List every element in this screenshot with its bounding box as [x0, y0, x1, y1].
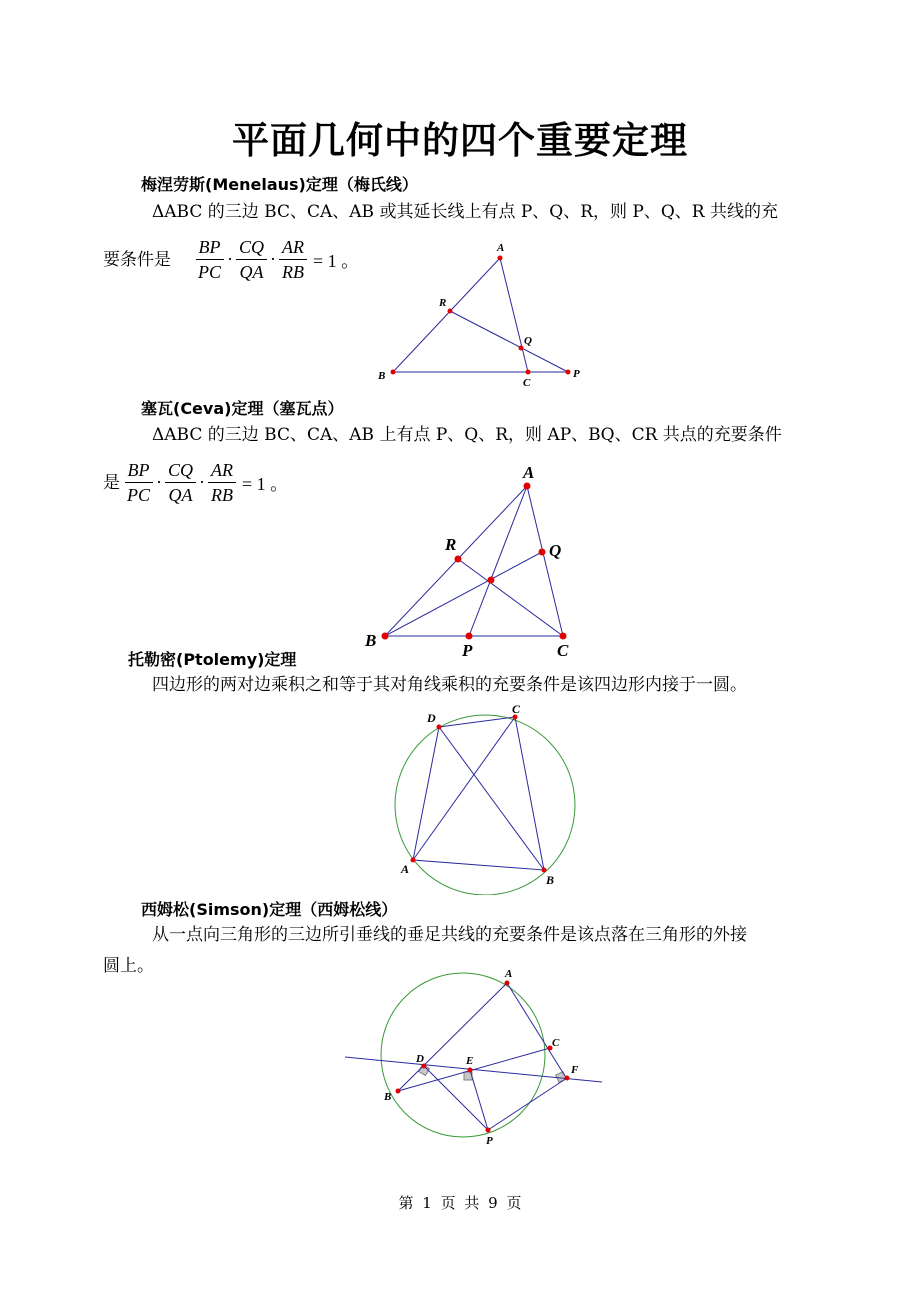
simson-statement: 从一点向三角形的三边所引垂线的垂足共线的充要条件是该点落在三角形的外接: [152, 925, 747, 945]
label-b: B: [546, 873, 555, 887]
label-a: A: [401, 862, 410, 876]
fraction: $\frac{AR}{RB}$: [279, 237, 307, 282]
label-b: B: [384, 1091, 392, 1103]
fraction: $\frac{AR}{RB}$: [208, 460, 236, 505]
simson-heading: 西姆松(Simson)定理（西姆松线）: [141, 900, 398, 919]
label-c: C: [557, 641, 569, 660]
label-p: P: [573, 368, 580, 380]
label-r: R: [439, 297, 447, 309]
label-a: A: [523, 463, 535, 482]
label-b: B: [378, 370, 386, 382]
menelaus-heading: 梅涅劳斯(Menelaus)定理（梅氏线）: [141, 175, 418, 194]
simson-statement-cont: 圆上。: [103, 956, 154, 976]
ceva-formula-prefix: 是: [103, 472, 120, 492]
fraction: $\frac{BP}{PC}$: [195, 237, 224, 282]
menelaus-formula: 要条件是 $\frac{BP}{PC}$ · $\frac{CQ}{QA}$ · $\frac{AR}{RB}$ = 1 。: [103, 237, 360, 282]
page-footer: 第 1 页 共 9 页: [398, 1194, 522, 1212]
simson-diagram: [340, 962, 610, 1150]
label-r: R: [445, 535, 457, 554]
ceva-formula: 是 $\frac{BP}{PC}$ · $\frac{CQ}{QA}$ · $\frac{AR}{RB}$ = 1 。: [103, 460, 289, 505]
ptolemy-diagram: [385, 700, 585, 895]
label-e: E: [466, 1055, 474, 1067]
label-c: C: [512, 702, 521, 716]
label-a: A: [497, 242, 505, 254]
label-p: P: [486, 1135, 493, 1147]
fraction: $\frac{CQ}{QA}$: [236, 237, 267, 282]
fraction: $\frac{CQ}{QA}$: [165, 460, 196, 505]
ceva-statement: ΔABC 的三边 BC、CA、AB 上有点 P、Q、R，则 AP、BQ、CR 共点的充要条件: [152, 425, 782, 445]
menelaus-formula-prefix: 要条件是: [103, 249, 171, 269]
label-b: B: [365, 631, 377, 650]
label-c: C: [523, 377, 531, 389]
ptolemy-statement: 四边形的两对边乘积之和等于其对角线乘积的充要条件是该四边形内接于一圆。: [152, 675, 747, 695]
ceva-heading: 塞瓦(Ceva)定理（塞瓦点）: [141, 399, 344, 418]
menelaus-statement: ΔABC 的三边 BC、CA、AB 或其延长线上有点 P、Q、R，则 P、Q、R 共线的充: [152, 202, 779, 222]
fraction: $\frac{BP}{PC}$: [124, 460, 153, 505]
label-d: D: [427, 711, 436, 725]
menelaus-diagram: [370, 238, 600, 390]
label-p: P: [462, 641, 473, 660]
label-q: Q: [549, 541, 562, 560]
formula-rhs: = 1 。: [313, 250, 360, 271]
ceva-diagram: [355, 460, 585, 660]
label-d: D: [416, 1053, 424, 1065]
ptolemy-heading: 托勒密(Ptolemy)定理: [128, 650, 297, 669]
formula-rhs: = 1 。: [242, 473, 289, 494]
label-c: C: [552, 1037, 560, 1049]
label-q: Q: [524, 335, 532, 347]
label-f: F: [571, 1064, 579, 1076]
page-title: 平面几何中的四个重要定理: [232, 119, 688, 162]
label-a: A: [505, 968, 513, 980]
